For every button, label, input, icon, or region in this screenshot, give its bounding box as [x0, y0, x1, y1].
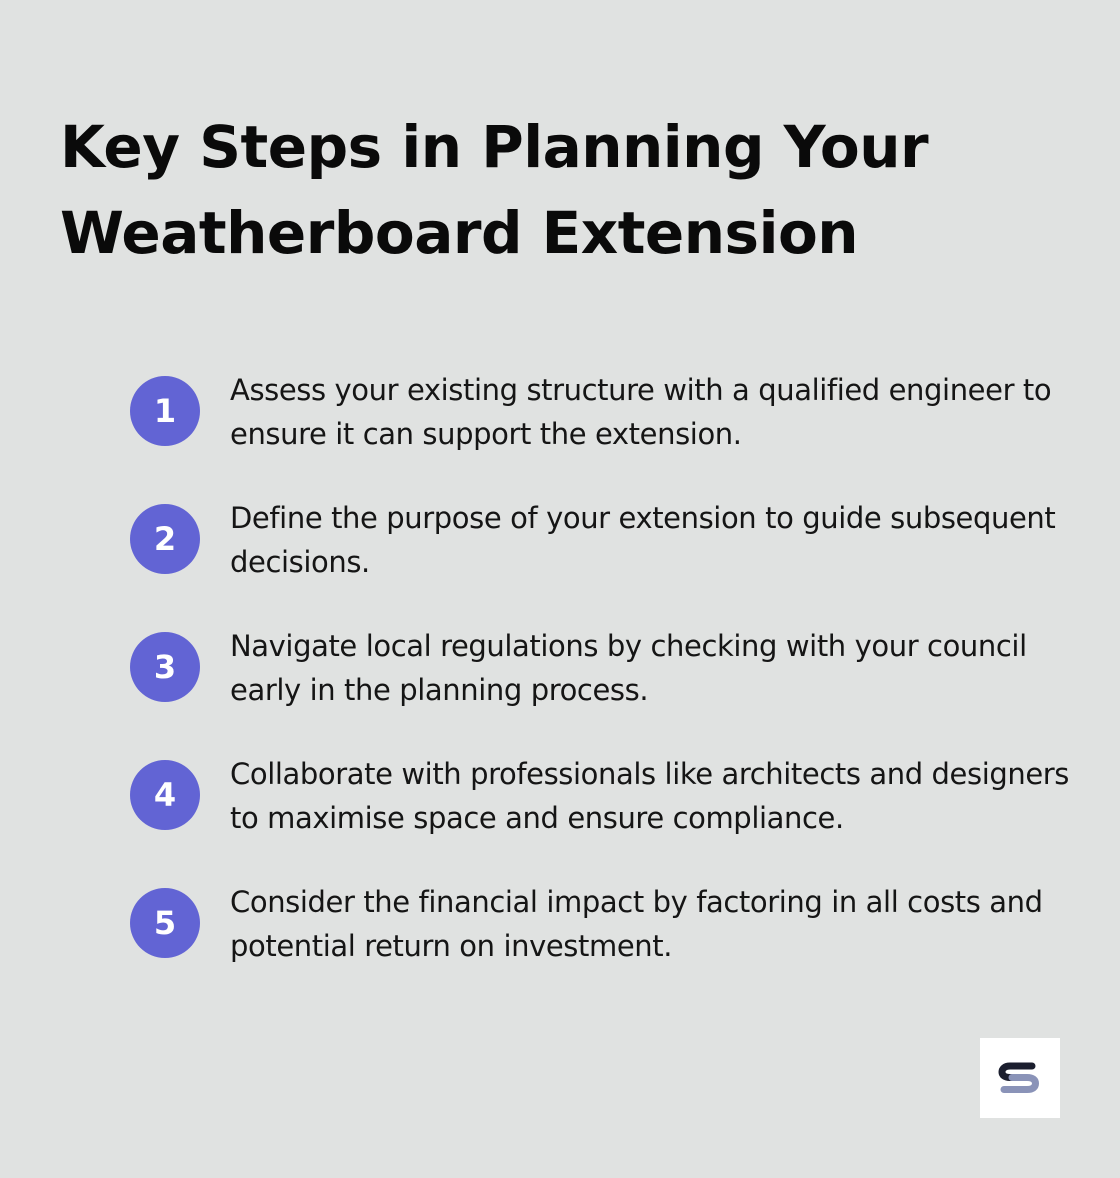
brand-logo-icon — [998, 1062, 1040, 1094]
step-text: Consider the financial impact by factoring in all costs and potential return on investment. — [230, 885, 1043, 963]
list-item — [130, 496, 1080, 624]
step-number-badge: 5 — [130, 888, 200, 958]
step-text: Assess your existing structure with a qualified engineer to ensure it can support the extension. — [230, 373, 1052, 451]
step-number-badge: 4 — [130, 760, 200, 830]
step-number-badge: 2 — [130, 504, 200, 574]
step-number-badge: 3 — [130, 632, 200, 702]
steps-list — [130, 368, 1080, 1008]
step-number-badge: 1 — [130, 376, 200, 446]
list-item — [130, 368, 1080, 496]
step-text: Define the purpose of your extension to guide subsequent decisions. — [230, 501, 1056, 579]
step-text: Collaborate with professionals like architects and designers to maximise space and ensure compliance. — [230, 757, 1070, 835]
page-title: Key Steps in Planning Your Weatherboard Extension — [60, 113, 929, 267]
list-item — [130, 752, 1080, 880]
list-item — [130, 624, 1080, 752]
brand-logo — [980, 1038, 1060, 1118]
step-text: Navigate local regulations by checking with your council early in the planning process. — [230, 629, 1027, 707]
list-item — [130, 880, 1080, 1008]
